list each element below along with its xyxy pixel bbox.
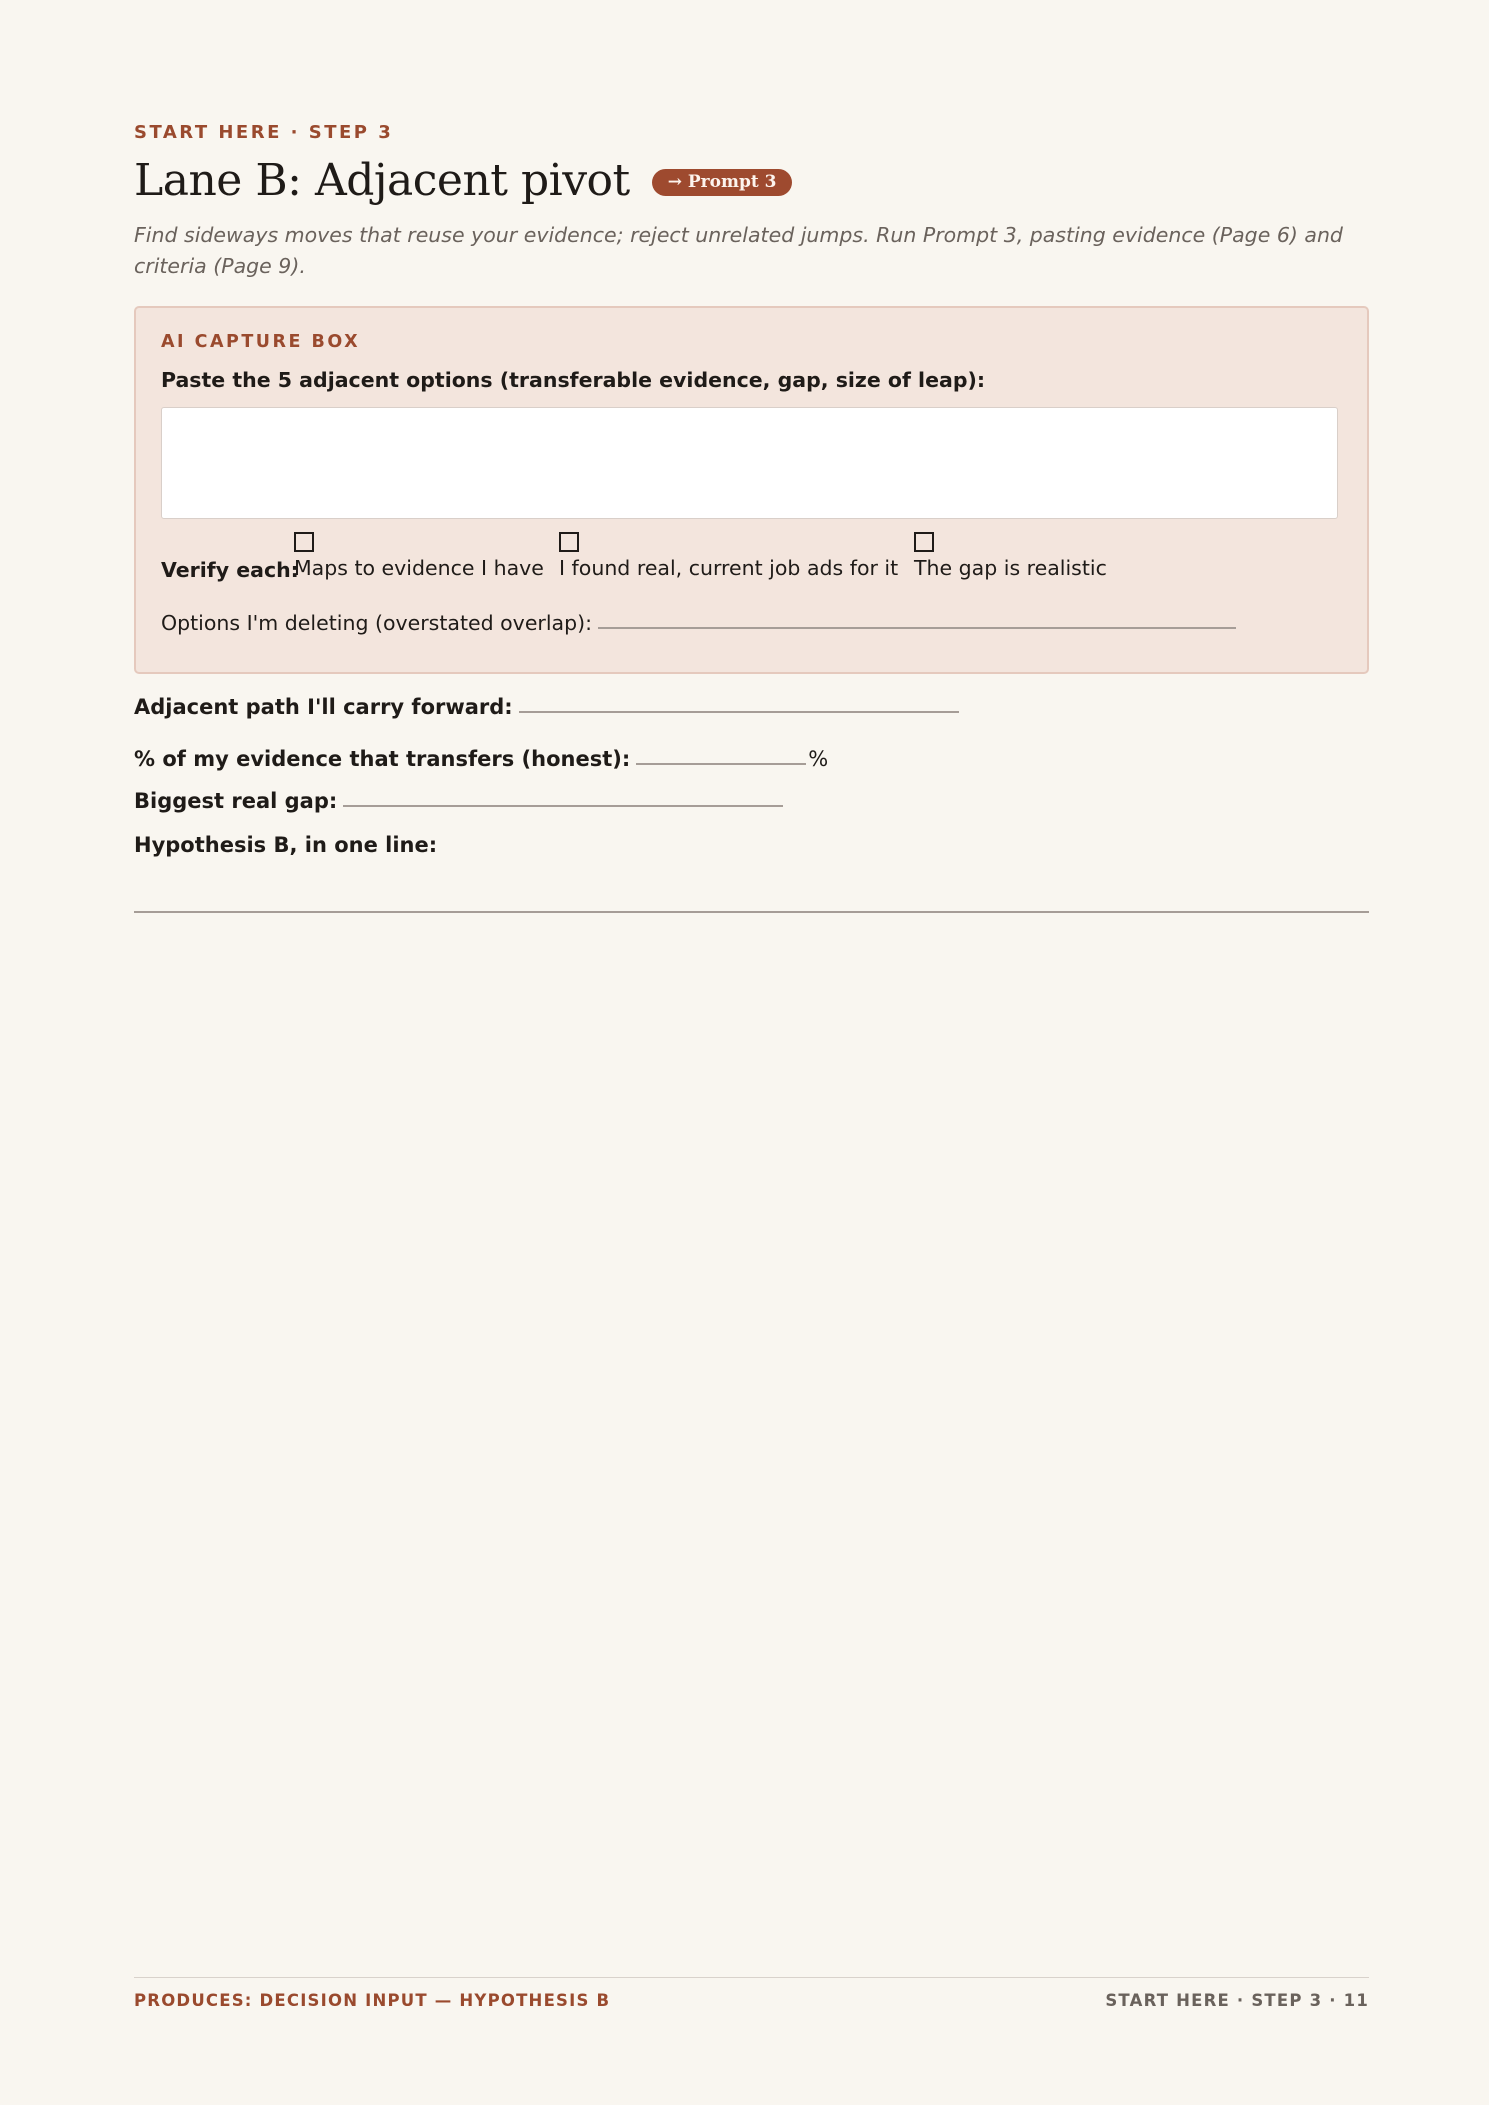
page-subtitle: Find sideways moves that reuse your evidence; reject unrelated jumps. Run Prompt 3, pasting evidence (Page 6) and criteria (Page 9).: [134, 223, 1343, 278]
gap-row: [134, 789, 783, 813]
gap-label: Biggest real gap:: [134, 789, 338, 813]
footer-produces: PRODUCES: DECISION INPUT — HYPOTHESIS B: [134, 1991, 611, 2010]
transfer-row: [134, 747, 828, 771]
verify-label: Verify each:: [161, 558, 299, 582]
check-label: The gap is realistic: [914, 556, 1107, 580]
footer-divider: [134, 1977, 1369, 1978]
hypothesis-field[interactable]: [134, 911, 1369, 913]
check-maps-evidence[interactable]: [294, 532, 544, 592]
check-gap-realistic[interactable]: [914, 532, 1107, 592]
hypothesis-row: [134, 833, 437, 857]
section-eyebrow: START HERE · STEP 3: [134, 122, 394, 143]
hypothesis-label: Hypothesis B, in one line:: [134, 833, 438, 857]
checkbox[interactable]: [559, 532, 579, 552]
checkbox[interactable]: [914, 532, 934, 552]
deleting-options-label: Options I'm deleting (overstated overlap):: [161, 611, 593, 635]
gap-field[interactable]: [343, 804, 783, 807]
title-row: [134, 155, 792, 206]
transfer-field[interactable]: [636, 762, 806, 765]
carry-forward-label: Adjacent path I'll carry forward:: [134, 695, 513, 719]
deleting-options-row: [161, 611, 1236, 635]
page-title: Lane B: Adjacent pivot: [134, 155, 630, 206]
footer-page-number: START HERE · STEP 3 · 11: [1105, 1991, 1369, 2010]
check-label: Maps to evidence I have: [294, 556, 544, 580]
ai-capture-box: [134, 306, 1369, 674]
transfer-label: % of my evidence that transfers (honest):: [134, 747, 631, 771]
check-label: I found real, current job ads for it: [559, 556, 899, 580]
percent-suffix: %: [808, 747, 829, 771]
paste-options-field[interactable]: [161, 407, 1338, 519]
check-job-ads[interactable]: [559, 532, 898, 592]
carry-forward-field[interactable]: [519, 710, 959, 713]
capture-box-label: AI CAPTURE BOX: [161, 332, 361, 352]
paste-options-label: Paste the 5 adjacent options (transferable evidence, gap, size of leap):: [161, 368, 986, 392]
prompt-badge[interactable]: → Prompt 3: [652, 169, 793, 196]
checkbox[interactable]: [294, 532, 314, 552]
deleting-options-field[interactable]: [598, 626, 1236, 629]
carry-forward-row: [134, 695, 959, 719]
